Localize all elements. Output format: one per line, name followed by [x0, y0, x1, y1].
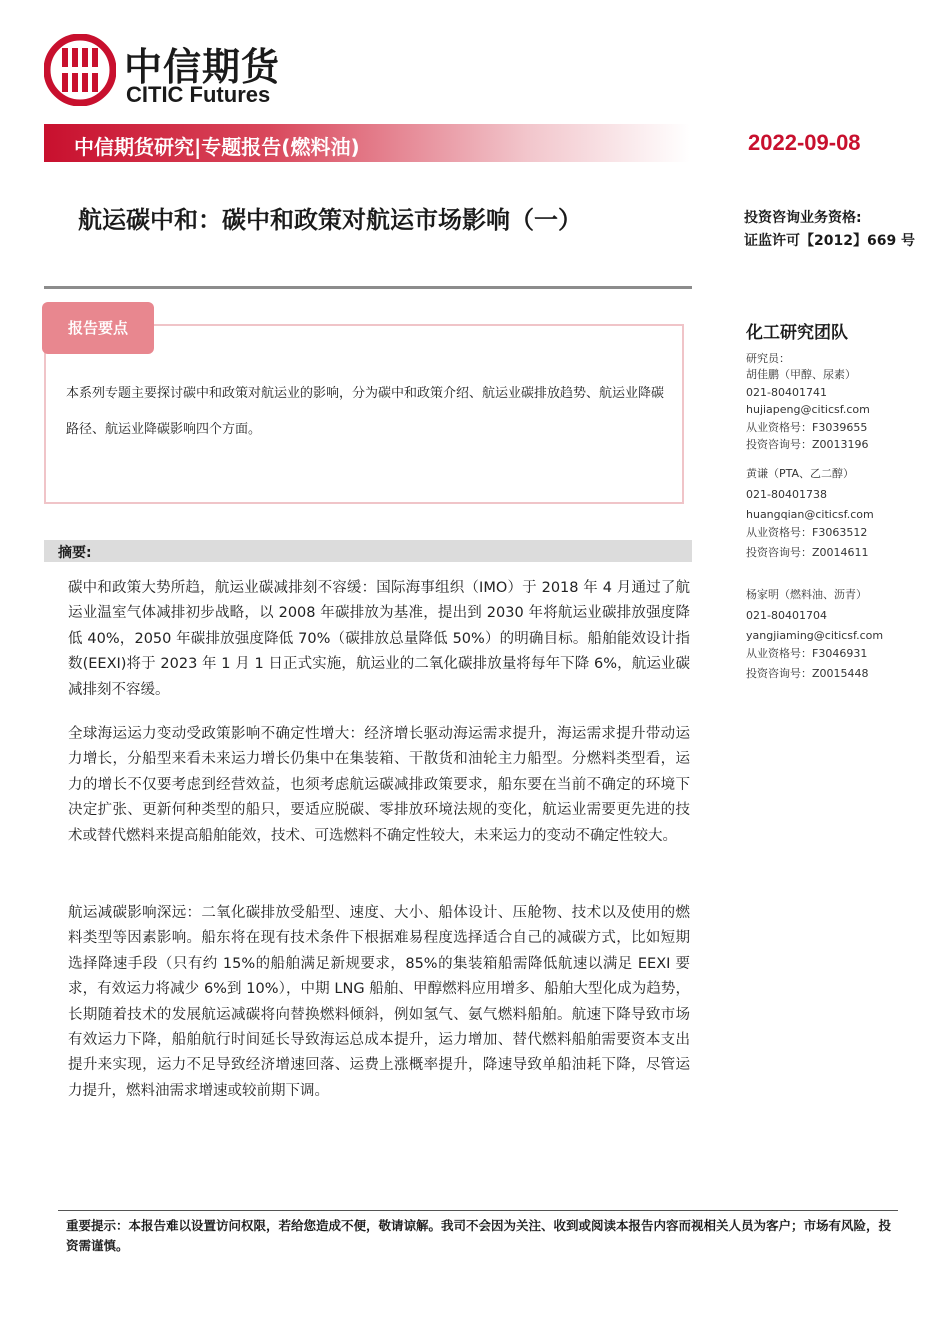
title-divider [44, 286, 692, 289]
qualification-number: 证监许可【2012】669 号 [744, 233, 916, 249]
analyst-advisory: 投资咨询号：Z0013196 [746, 438, 869, 451]
analyst-name: 杨家明（燃料油、沥青） [746, 588, 867, 601]
summary-header [44, 540, 692, 562]
key-points-tab [42, 302, 154, 354]
analyst-email[interactable]: hujiapeng@citicsf.com [746, 403, 870, 416]
report-date: 2022-09-08 [748, 130, 861, 155]
analyst-advisory: 投资咨询号：Z0014611 [746, 546, 869, 559]
summary-paragraph: 碳中和政策大势所趋，航运业碳减排刻不容缓：国际海事组织（IMO）于 2018 年 4 月通过了航运业温室气体减排初步战略，以 2008 年碳排放为基准，提出到 2030 年将航运业碳排放强度降低 40%，2050 年碳排放强度降低 70%（碳排放总量降低 50%）的明确目标。船舶能效设计指数(EEXI)将于 2023 年 1 月 1 日正式实施，航运业的二氧化碳排放量将每年下降 6%，航运业碳减排刻不容缓。 [68, 580, 690, 698]
analyst-license: 从业资格号：F3039655 [746, 420, 868, 434]
analyst-name: 黄谦（PTA、乙二醇） [746, 467, 855, 480]
qualification-label: 投资咨询业务资格: [744, 210, 862, 226]
banner-text: 中信期货研究|专题报告(燃料油) [74, 135, 360, 159]
key-points-label: 报告要点 [67, 319, 128, 337]
company-logo [44, 34, 314, 114]
researcher-label: 研究员： [746, 352, 790, 365]
report-title: 航运碳中和：碳中和政策对航运市场影响（一） [78, 206, 582, 234]
summary-paragraph: 航运减碳影响深远：二氧化碳排放受船型、速度、大小、船体设计、压舱物、技术以及使用的燃料类型等因素影响。船东将在现有技术条件下根据难易程度选择适合自己的减碳方式，比如短期选择降速手段（只有约 15%的船舶满足新规要求，85%的集装箱船需降低航速以满足 EEXI 要求，有效运力将减少 6%到 10%），中期 LNG 船舶、甲醇燃料应用增多、船舶大型化成为趋势，长期随着技术的发展航运减碳将向替换燃料倾斜，例如氢气、氨气燃料船舶。航速下降导致市场有效运力下降，船舶航行时间延长导致海运总成本提升，运力增加、替代燃料船舶需要资本支出提升来实现，运力不足导致经济增速回落、运费上涨概率提升，降速导致单船油耗下降，尽管运力提升，燃料油需求增速或较前期下调。 [68, 905, 690, 1099]
analyst-license: 从业资格号：F3063512 [746, 525, 868, 539]
analyst-card [746, 366, 936, 454]
analyst-email[interactable]: yangjiaming@citicsf.com [746, 629, 884, 642]
summary-label: 摘要: [58, 545, 92, 561]
disclaimer-text: 重要提示：本报告难以设置访问权限，若给您造成不便，敬请谅解。我司不会因为关注、收到或阅读本报告内容而视相关人员为客户；市场有风险，投资需谨慎。 [66, 1218, 892, 1253]
analyst-advisory: 投资咨询号：Z0015448 [746, 667, 869, 680]
analyst-card [746, 586, 936, 683]
analyst-phone: 021-80401738 [746, 487, 827, 501]
logo-en-text: CITIC Futures [126, 82, 271, 107]
logo-cn-text: 中信期货 [124, 45, 281, 89]
analyst-name: 胡佳鹏（甲醇、尿素） [746, 368, 856, 381]
analyst-card [746, 465, 936, 562]
report-banner [44, 124, 690, 162]
analyst-email[interactable]: huangqian@citicsf.com [746, 508, 874, 521]
footer-divider [58, 1210, 898, 1211]
analyst-license: 从业资格号：F3046931 [746, 646, 868, 660]
analyst-phone: 021-80401704 [746, 608, 827, 622]
research-team-title: 化工研究团队 [746, 323, 848, 343]
citic-logo-icon [44, 34, 116, 106]
key-points-text: 本系列专题主要探讨碳中和政策对航运业的影响，分为碳中和政策介绍、航运业碳排放趋势、航运业降碳路径、航运业降碳影响四个方面。 [66, 386, 665, 437]
summary-paragraph: 全球海运运力变动受政策影响不确定性增大：经济增长驱动海运需求提升，海运需求提升带动运力增长，分船型来看未来运力增长仍集中在集装箱、干散货和油轮主力船型。分燃料类型看，运力的增长不仅要考虑到经营效益，也须考虑航运碳减排政策要求，船东要在当前不确定的环境下决定扩张、更新何种类型的船只，要适应脱碳、零排放环境法规的变化，航运业需要更先进的技术或替代燃料来提高船舶能效，技术、可选燃料不确定性较大，未来运力的变动不确定性较大。 [68, 726, 690, 844]
analyst-phone: 021-80401741 [746, 385, 827, 399]
